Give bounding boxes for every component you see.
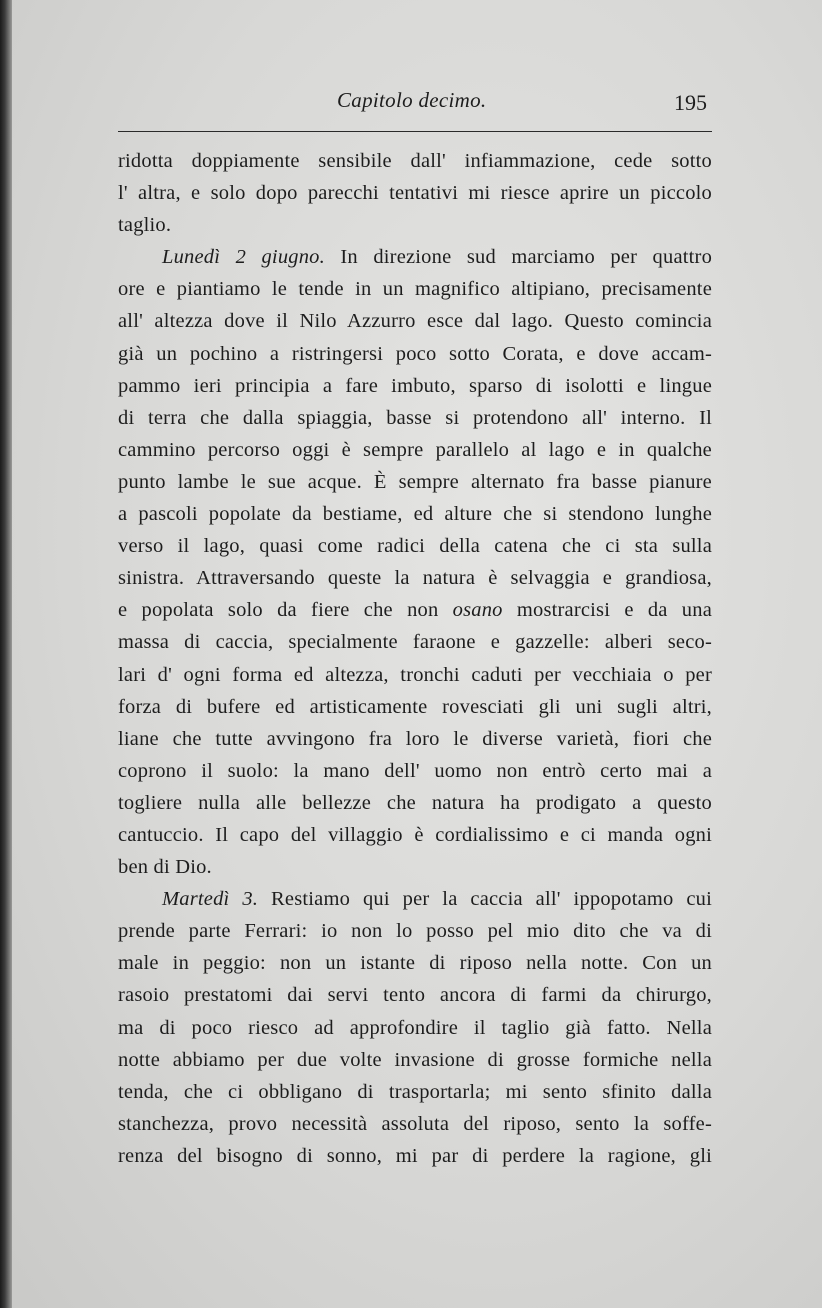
text-line: tenda, che ci obbligano di trasportarla; mi sento sfinito dalla <box>118 1080 712 1103</box>
text-line: cantuccio. Il capo del villaggio è cordialissimo e ci manda ogni <box>118 823 712 846</box>
text-line: già un pochino a ristringersi poco sotto Corata, e dove accam- <box>118 342 712 365</box>
text-line: cammino percorso oggi è sempre parallelo al lago e in qualche <box>118 438 712 461</box>
text-line: ridotta doppiamente sensibile dall' infiammazione, cede sotto <box>118 150 712 172</box>
text-line <box>118 594 712 626</box>
text-line: ore e piantiamo le tende in un magnifico altipiano, precisamente <box>118 278 712 301</box>
text-line: rasoio prestatomi dai servi tento ancora di farmi da chirurgo, <box>118 984 712 1007</box>
text-line: forza di bufere ed artisticamente rovesciati gli uni sugli altri, <box>118 695 712 718</box>
text-line: l' altra, e solo dopo parecchi tentativi mi riesce aprire un piccolo <box>118 182 712 205</box>
text-segment: Restiamo qui per la caccia all' ippopotamo cui <box>271 888 713 911</box>
text-segment: e popolata solo da fiere che non <box>118 599 439 622</box>
text-line <box>118 241 712 273</box>
text-segment: In direzione sud marciamo per quattro <box>340 246 713 269</box>
text-line: stanchezza, provo necessità assoluta del riposo, sento la soffe- <box>118 1112 712 1135</box>
entry-date: Lunedì 2 giugno. <box>162 246 325 269</box>
page-number: 195 <box>674 90 707 115</box>
text-line: coprono il suolo: la mano dell' uomo non entrò certo mai a <box>118 759 712 782</box>
entry-date: Martedì 3. <box>162 888 259 911</box>
text-line: all' altezza dove il Nilo Azzurro esce dal lago. Questo comincia <box>118 310 712 333</box>
italic-word: osano <box>452 599 503 622</box>
text-line: notte abbiamo per due volte invasione di grosse formiche nella <box>118 1048 712 1071</box>
running-title: Capitolo decimo. <box>337 88 487 112</box>
text-line: lari d' ogni forma ed altezza, tronchi caduti per vecchiaia o per <box>118 663 712 686</box>
text-line: verso il lago, quasi come radici della catena che ci sta sulla <box>118 535 712 558</box>
text-line: pammo ieri principia a fare imbuto, sparso di isolotti e lingue <box>118 374 712 397</box>
text-line: taglio. <box>118 214 172 237</box>
header-rule <box>118 131 712 132</box>
text-line: renza del bisogno di sonno, mi par di perdere la ragione, gli <box>118 1144 712 1167</box>
page-binding-edge <box>0 0 12 1308</box>
page-header <box>117 88 713 124</box>
text-line: male in peggio: non un istante di riposo nella notte. Con un <box>118 952 712 975</box>
text-line: ma di poco riesco ad approfondire il taglio già fatto. Nella <box>118 1016 712 1039</box>
text-line: a pascoli popolate da bestiame, ed alture che si stendono lunghe <box>118 503 712 526</box>
text-line: massa di caccia, specialmente faraone e gazzelle: alberi seco- <box>118 631 712 654</box>
text-segment: mostrarcisi e da una <box>516 599 713 622</box>
text-line <box>118 883 712 915</box>
text-line: sinistra. Attraversando queste la natura è selvaggia e grandiosa, <box>118 567 712 590</box>
text-line: di terra che dalla spiaggia, basse si protendono all' interno. Il <box>118 406 712 429</box>
text-line: ben di Dio. <box>118 856 212 879</box>
body-text <box>118 145 712 1172</box>
text-line: punto lambe le sue acque. È sempre alternato fra basse pianure <box>118 470 712 493</box>
text-line: togliere nulla alle bellezze che natura ha prodigato a questo <box>118 791 712 814</box>
text-line: prende parte Ferrari: io non lo posso pel mio dito che va di <box>118 920 712 943</box>
text-line: liane che tutte avvingono fra loro le diverse varietà, fiori che <box>118 727 712 750</box>
